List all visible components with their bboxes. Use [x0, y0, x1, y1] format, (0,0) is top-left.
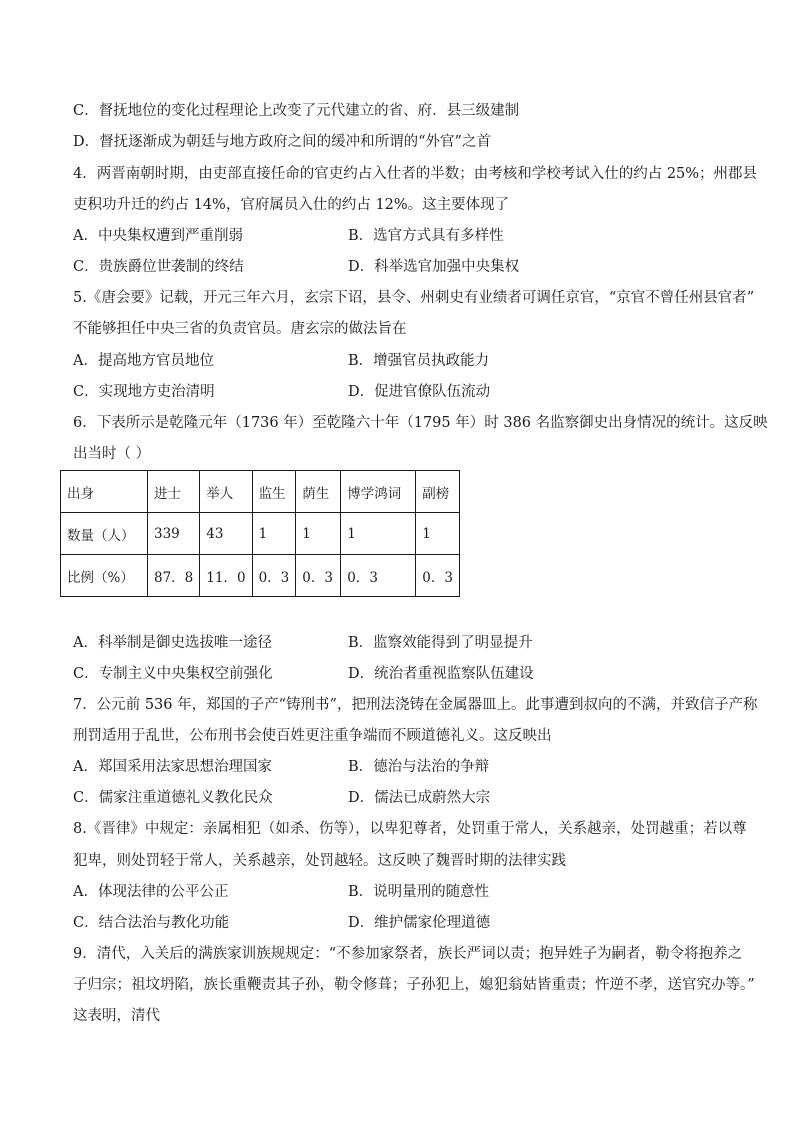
table-cell: 进士: [148, 471, 200, 513]
table-cell: 1: [296, 513, 341, 555]
table-cell: 11．0: [200, 555, 252, 597]
q5-option-c: C．实现地方吏治清明: [73, 384, 215, 400]
q4-option-b: B．选官方式具有多样性: [348, 228, 504, 244]
q8-option-d: D．维护儒家伦理道德: [348, 915, 491, 931]
table-cell: 43: [200, 513, 252, 555]
table-cell: 数量（人）: [61, 513, 148, 555]
q6-option-c: C．专制主义中央集权空前强化: [73, 666, 273, 682]
q4-stem-line2: 吏积功升迁的约占 14%，官府属员入仕的约占 12%。这主要体现了: [73, 197, 510, 213]
table-cell: 荫生: [296, 471, 341, 513]
q4-option-a: A．中央集权遭到严重削弱: [73, 228, 243, 244]
table-cell: 339: [148, 513, 200, 555]
q9-stem-line2: 子归宗；祖坟坍陷，族长重鞭责其子孙，勒令修葺；子孙犯上，媳犯翁姑皆重责；忤逆不孝，送官究办等。”: [73, 977, 755, 993]
q3-option-d: D．督抚逐渐成为朝廷与地方政府之间的缓冲和所谓的“外官”之首: [73, 134, 491, 150]
q8-stem-line1: 8.《晋律》中规定：亲属相犯（如杀、伤等），以卑犯尊者，处罚重于常人，关系越亲，处罚越重；若以尊: [73, 821, 747, 837]
q3-option-c: C．督抚地位的变化过程理论上改变了元代建立的省、府．县三级建制: [73, 103, 520, 119]
q7-option-c: C．儒家注重道德礼义教化民众: [73, 790, 273, 806]
q4-stem-line1: 4．两晋南朝时期，由吏部直接任命的官吏约占入仕者的半数；由考核和学校考试入仕的约占 25%；州郡县: [73, 166, 758, 182]
q7-option-d: D．儒法已成蔚然大宗: [348, 790, 491, 806]
q8-option-b: B．说明量刑的随意性: [348, 884, 490, 900]
table-row: [61, 555, 460, 597]
q9-stem-line1: 9．清代，入关后的满族家训族规规定：“不参加家祭者，族长严词以责；抱异姓子为嗣者，勒令将抱养之: [73, 946, 743, 962]
q4-option-c: C．贵族爵位世袭制的终结: [73, 259, 244, 275]
q9-stem-line3: 这表明，清代: [73, 1008, 160, 1024]
censor-background-table: [60, 470, 460, 597]
q7-option-b: B．德治与法治的争辩: [348, 759, 490, 775]
table-cell: 0．3: [296, 555, 341, 597]
q8-stem-line2: 犯卑，则处罚轻于常人，关系越亲，处罚越轻。这反映了魏晋时期的法律实践: [73, 853, 566, 869]
q7-option-a: A．郑国采用法家思想治理国家: [73, 759, 272, 775]
q5-option-b: B．增强官员执政能力: [348, 353, 490, 369]
q6-option-b: B．监察效能得到了明显提升: [348, 635, 533, 651]
table-cell: 比例（%）: [61, 555, 148, 597]
table-cell: 0．3: [416, 555, 460, 597]
table-cell: 副榜: [416, 471, 460, 513]
q4-option-d: D．科举选官加强中央集权: [348, 259, 520, 275]
table-cell: 出身: [61, 471, 148, 513]
q7-stem-line2: 刑罚适用于乱世，公布刑书会使百姓更注重争端而不顾道德礼义。这反映出: [73, 728, 552, 744]
table-cell: 87．8: [148, 555, 200, 597]
q6-option-d: D．统治者重视监察队伍建设: [348, 666, 534, 682]
table-cell: 监生: [252, 471, 296, 513]
q8-option-a: A．体现法律的公平公正: [73, 884, 229, 900]
q7-stem-line1: 7．公元前 536 年，郑国的子产“铸刑书”，把刑法浇铸在金属器皿上。此事遭到叔向的不满，并致信子产称: [73, 697, 758, 713]
q5-option-d: D．促进官僚队伍流动: [348, 384, 491, 400]
q5-option-a: A．提高地方官员地位: [73, 353, 214, 369]
q6-stem-line1: 6．下表所示是乾隆元年（1736 年）至乾隆六十年（1795 年）时 386 名监察御史出身情况的统计。这反映: [73, 415, 768, 431]
q6-option-a: A．科举制是御史选拔唯一途径: [73, 635, 272, 651]
table-cell: 1: [341, 513, 416, 555]
table-cell: 0．3: [341, 555, 416, 597]
table-cell: 博学鸿词: [341, 471, 416, 513]
table-cell: 0．3: [252, 555, 296, 597]
q5-stem-line1: 5.《唐会要》记载，开元三年六月，玄宗下诏，县令、州刺史有业绩者可调任京官，“京官不曾任州县官者”: [73, 290, 755, 306]
q6-stem-line2: 出当时（ ）: [73, 446, 151, 462]
q8-option-c: C．结合法治与教化功能: [73, 915, 230, 931]
table-row: [61, 513, 460, 555]
table-cell: 1: [416, 513, 460, 555]
q5-stem-line2: 不能够担任中央三省的负责官员。唐玄宗的做法旨在: [73, 321, 407, 337]
table-cell: 举人: [200, 471, 252, 513]
table-header-row: [61, 471, 460, 513]
table-cell: 1: [252, 513, 296, 555]
